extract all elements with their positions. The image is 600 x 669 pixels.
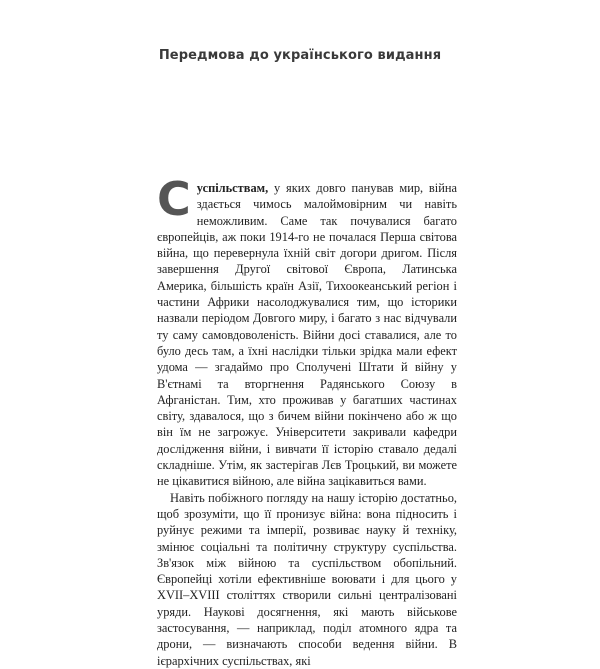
paragraph-1 [157,172,457,490]
paragraph-1-text: у яких довго панував мир, війна здається чимось малоймовірним чи навіть неможливим. Саме так почувалися багато європейців, аж поки 1914-го не почалася Перша світова війна, що перевернула їхній світ догори дригом. Після завершення Другої світової Європа, Латинська Америка, більшість країн Азії, Тихоокеанський регіон і частини Африки насолоджувалися тим, що історики назвали періодом Довгого миру, і багато з нас відчували ту саму самовдоволеність. Війни досі ставалися, але то було десь там, а їхні наслідки тільки зрідка мали ефект удома — згадаймо про Сполучені Штати й війну у В'єтнамі та вторгнення Радянського Союзу в Афганістан. Тим, хто проживав у багатших частинах світу, здавалося, що з бичем війни покінчено або ж що він їм не загрожує. Університети закривали кафедри дослідження війни, і вивчати її історію ставало дедалі складніше. Утім, як застерігав Лєв Троцький, ви можете не цікавитися війною, але війна зацікавиться вами. [157,181,457,489]
drop-cap: С [157,172,191,226]
lead-word: успільствам, [196,181,269,195]
page-heading: Передмова до українського видання [158,48,442,63]
body-text [157,172,457,669]
paragraph-2: Навіть побіжного погляду на нашу історію достатньо, щоб зрозуміти, що її пронизує війна: вона підносить і руйнує режими та імперії, розвиває науку й техніку, змінює соціальні та політичну структуру суспільства. Зв'язок між війною та суспільством обопільний. Європейці хотіли ефективніше воювати і для цього у XVII–XVIII століттях створили сильні централізовані уряди. Наукові досягнення, які мають військове застосування, — наприклад, поділ атомного ядра та дрони, — визначають способи ведення війни. В ієрархічних суспільствах, які [157,490,457,668]
